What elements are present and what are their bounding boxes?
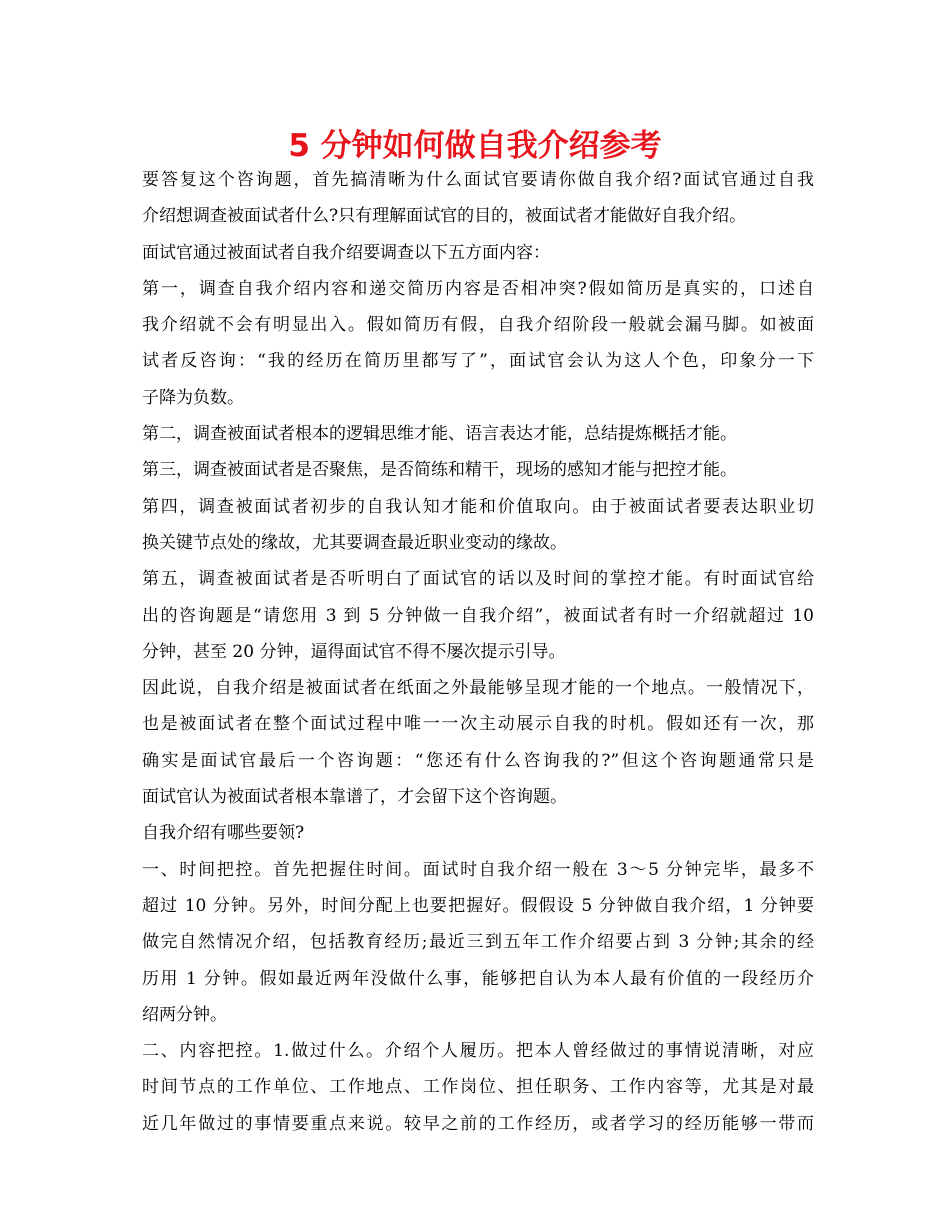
text-line: 自我介绍有哪些要领? — [142, 823, 305, 844]
text-line: 试者反咨询：“我的经历在简历里都写了”，面试官会认为这人个色，印象分一下 — [142, 351, 814, 372]
text-line: 分钟，甚至 20 分钟，逼得面试官不得不屡次提示引导。 — [142, 641, 566, 662]
text-line: 面试官通过被面试者自我介绍要调查以下五方面内容： — [142, 242, 550, 263]
text-line: 时间节点的工作单位、工作地点、工作岗位、担任职务、工作内容等，尤其是对最 — [142, 1077, 814, 1098]
text-line: 近几年做过的事情要重点来说。较早之前的工作经历，或者学习的经历能够一带而 — [142, 1113, 814, 1134]
text-line: 要答复这个咨询题，首先搞清晰为什么面试官要请你做自我介绍?面试官通过自我 — [142, 170, 814, 190]
document-body — [142, 162, 814, 1142]
text-line: 第二，调查被面试者根本的逻辑思维才能、语言表达才能，总结提炼概括才能。 — [142, 424, 737, 445]
text-line: 子降为负数。 — [142, 387, 244, 408]
text-line: 出的咨询题是“请您用 3 到 5 分钟做一自我介绍”，被面试者有时一介绍就超过 10 — [142, 605, 814, 626]
text-line: 我介绍就不会有明显出入。假如简历有假，自我介绍阶段一般就会漏马脚。如被面 — [142, 315, 814, 336]
text-line: 第三，调查被面试者是否聚焦，是否简练和精干，现场的感知才能与把控才能。 — [142, 460, 737, 481]
text-line: 第一，调查自我介绍内容和递交简历内容是否相冲突?假如简历是真实的，口述自 — [142, 278, 814, 299]
text-line: 介绍想调查被面试者什么?只有理解面试官的目的，被面试者才能做好自我介绍。 — [142, 206, 747, 227]
text-line: 也是被面试者在整个面试过程中唯一一次主动展示自我的时机。假如还有一次，那 — [142, 714, 814, 735]
text-line: 历用 1 分钟。假如最近两年没做什么事，能够把自认为本人最有价值的一段经历介 — [142, 968, 814, 989]
text-line: 面试官认为被面试者根本靠谱了，才会留下这个咨询题。 — [142, 787, 567, 808]
text-line: 第四，调查被面试者初步的自我认知才能和价值取向。由于被面试者要表达职业切 — [142, 496, 814, 517]
text-line: 一、时间把控。首先把握住时间。面试时自我介绍一般在 3～5 分钟完毕，最多不 — [142, 859, 814, 880]
text-line: 换关键节点处的缘故，尤其要调查最近职业变动的缘故。 — [142, 532, 567, 553]
text-line: 因此说，自我介绍是被面试者在纸面之外最能够呈现才能的一个地点。一般情况下， — [142, 678, 814, 699]
text-line: 做完自然情况介绍，包括教育经历;最近三到五年工作介绍要占到 3 分钟;其余的经 — [142, 932, 814, 953]
document-title: 5 分钟如何做自我介绍参考 — [288, 128, 662, 164]
text-line: 二、内容把控。1.做过什么。介绍个人履历。把本人曾经做过的事情说清晰，对应 — [142, 1041, 814, 1062]
text-line: 确实是面试官最后一个咨询题：“您还有什么咨询我的?”但这个咨询题通常只是 — [142, 750, 814, 771]
text-line: 绍两分钟。 — [142, 1004, 227, 1025]
text-line: 第五，调查被面试者是否听明白了面试官的话以及时间的掌控才能。有时面试官给 — [142, 569, 814, 590]
text-line: 超过 10 分钟。另外，时间分配上也要把握好。假假设 5 分钟做自我介绍，1 分钟要 — [142, 895, 814, 916]
